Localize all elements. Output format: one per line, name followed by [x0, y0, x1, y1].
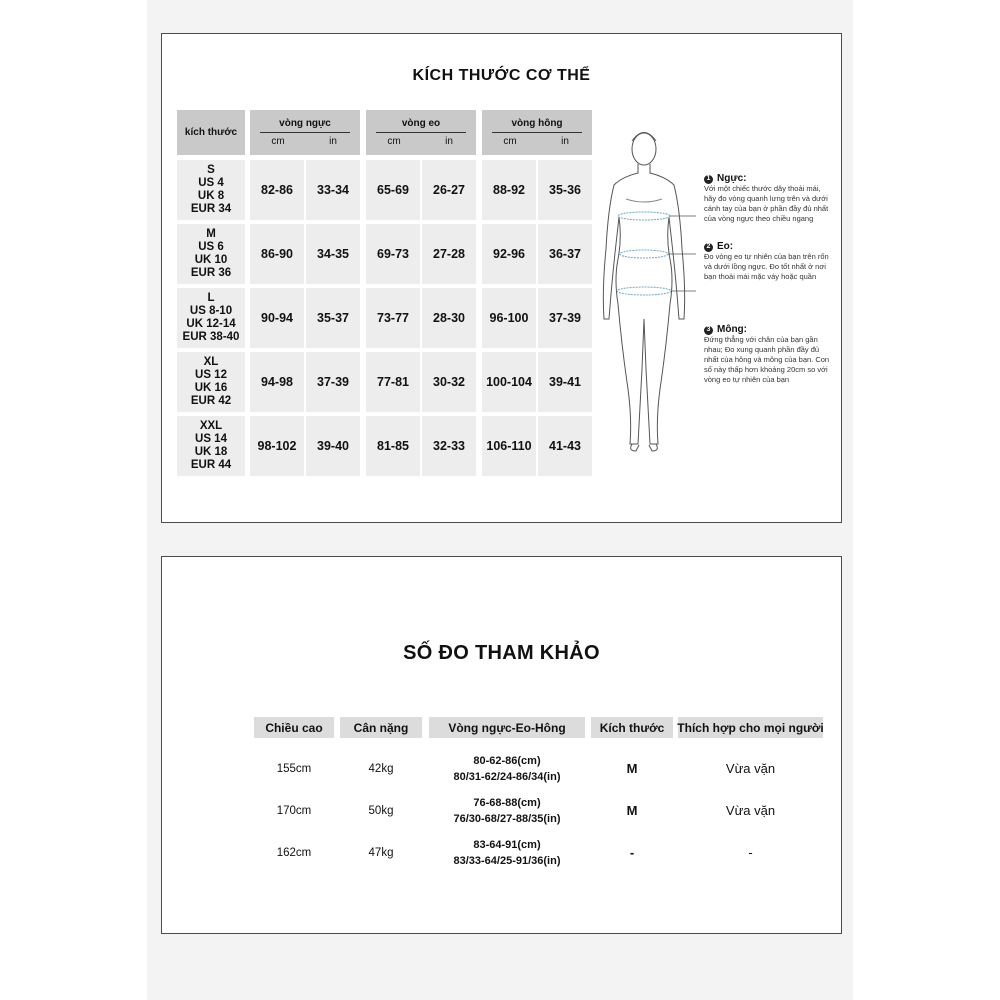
value-cell: 35-37	[306, 288, 360, 348]
size-label: EUR 44	[190, 459, 232, 471]
value-cell: 106-110	[482, 416, 536, 476]
value-cell: 82-86	[250, 160, 304, 220]
ref-weight: 47kg	[368, 847, 394, 859]
size-label: UK 8	[197, 190, 225, 202]
ref-fit: Vừa vặn	[725, 803, 776, 818]
header-height: Chiều cao	[254, 717, 334, 738]
size-cell	[177, 224, 245, 284]
value-cell: 69-73	[366, 224, 420, 284]
size-label: XL	[203, 356, 219, 368]
value-cell: 35-36	[538, 160, 592, 220]
value-cell: 98-102	[250, 416, 304, 476]
value-cell: 34-35	[306, 224, 360, 284]
ref-measure-in: 76/30-68/27-88/35(in)	[453, 813, 561, 825]
header-size: Kích thước	[591, 717, 673, 738]
note-title: Mông:	[717, 324, 747, 335]
ref-measure-in: 83/33-64/25-91/36(in)	[453, 855, 561, 867]
size-label: UK 10	[194, 254, 228, 266]
size-label: EUR 36	[190, 267, 232, 279]
unit-label: cm	[387, 136, 401, 147]
value-cell: 96-100	[482, 288, 536, 348]
value-cell: 81-85	[366, 416, 420, 476]
value-cell: 77-81	[366, 352, 420, 412]
size-cell	[177, 352, 245, 412]
ref-size: -	[629, 845, 635, 860]
note-number-1: 1	[704, 175, 713, 184]
size-cell	[177, 288, 245, 348]
reference-card	[161, 556, 842, 934]
body-size-card	[161, 33, 842, 523]
value-cell: 94-98	[250, 352, 304, 412]
value-cell: 92-96	[482, 224, 536, 284]
value-cell: 36-37	[538, 224, 592, 284]
size-label: UK 12-14	[186, 318, 236, 330]
size-label: EUR 38-40	[182, 331, 240, 343]
unit-label: in	[561, 136, 569, 147]
size-cell	[177, 416, 245, 476]
note-waist	[704, 242, 834, 282]
value-cell: 27-28	[422, 224, 476, 284]
header-measurements: Vòng ngực-Eo-Hông	[429, 717, 585, 738]
size-label: EUR 34	[190, 203, 232, 215]
unit-label: in	[329, 136, 337, 147]
ref-measure-cm: 76-68-88(cm)	[473, 797, 541, 809]
size-label: US 12	[195, 369, 227, 381]
size-header: kích thước	[177, 110, 245, 155]
group-label: vòng eo	[401, 118, 441, 129]
size-label: US 14	[195, 433, 227, 445]
header-weight: Cân nặng	[340, 717, 422, 738]
unit-label: cm	[271, 136, 285, 147]
size-label: M	[206, 228, 216, 240]
note-text: Đo vòng eo tự nhiên của bạn trên rốn và dưới lồng ngực. Đo tốt nhất ở nơi bạn thoải mái mặc váy hoặc quần	[704, 252, 829, 281]
note-chest	[704, 174, 834, 224]
note-number-2: 2	[704, 243, 713, 252]
ref-size: M	[626, 761, 638, 776]
group-underline	[492, 132, 582, 133]
note-number-3: 3	[704, 326, 713, 335]
ref-weight: 50kg	[368, 805, 394, 817]
size-label: US 8-10	[189, 305, 233, 317]
value-cell: 32-33	[422, 416, 476, 476]
value-cell: 90-94	[250, 288, 304, 348]
size-label: UK 16	[194, 382, 228, 394]
ref-fit: Vừa vặn	[725, 761, 776, 776]
value-cell: 39-40	[306, 416, 360, 476]
ref-fit: -	[748, 845, 753, 860]
size-label: XXL	[199, 420, 223, 432]
header-fit: Thích hợp cho mọi người	[678, 717, 823, 738]
ref-height: 155cm	[276, 763, 312, 775]
body-figure-illustration	[592, 119, 697, 469]
ref-size: M	[626, 803, 638, 818]
value-cell: 88-92	[482, 160, 536, 220]
group-label: vòng hông	[511, 118, 563, 129]
note-title: Ngực:	[717, 173, 747, 184]
ref-height: 162cm	[276, 847, 312, 859]
ref-measure-in: 80/31-62/24-86/34(in)	[453, 771, 561, 783]
size-label: S	[207, 164, 215, 176]
note-text: Với một chiếc thước dây thoải mái, hãy đo vòng quanh lưng trên và dưới cánh tay của bạn ở phần đầy đủ nhất của vòng ngực theo chiều ngang	[704, 184, 829, 223]
value-cell: 26-27	[422, 160, 476, 220]
ref-measure-cm: 83-64-91(cm)	[473, 839, 541, 851]
value-cell: 73-77	[366, 288, 420, 348]
size-label: US 6	[198, 241, 224, 253]
note-text: Đứng thẳng với chân của bạn gần nhau; Đo xung quanh phần đầy đủ nhất của hông và mông của bạn. Con số này thấp hơn khoảng 20cm so với vòng eo tự nhiên của bạn	[704, 335, 830, 384]
note-title: Eo:	[717, 241, 734, 252]
note-hip	[704, 325, 834, 385]
ref-height: 170cm	[276, 805, 312, 817]
value-cell: 37-39	[306, 352, 360, 412]
unit-label: in	[445, 136, 453, 147]
group-label: vòng ngực	[279, 118, 331, 129]
value-cell: 39-41	[538, 352, 592, 412]
value-cell: 28-30	[422, 288, 476, 348]
group-underline	[376, 132, 466, 133]
group-underline	[260, 132, 350, 133]
size-label: US 4	[198, 177, 224, 189]
ref-measure-cm: 80-62-86(cm)	[473, 755, 541, 767]
unit-label: cm	[503, 136, 517, 147]
value-cell: 41-43	[538, 416, 592, 476]
reference-title: SỐ ĐO THAM KHẢO	[403, 642, 600, 664]
size-label: L	[207, 292, 215, 304]
size-cell	[177, 160, 245, 220]
value-cell: 86-90	[250, 224, 304, 284]
ref-weight: 42kg	[368, 763, 394, 775]
value-cell: 37-39	[538, 288, 592, 348]
value-cell: 100-104	[482, 352, 536, 412]
value-cell: 30-32	[422, 352, 476, 412]
size-label: UK 18	[194, 446, 228, 458]
body-size-title: KÍCH THƯỚC CƠ THỂ	[412, 67, 591, 84]
value-cell: 33-34	[306, 160, 360, 220]
value-cell: 65-69	[366, 160, 420, 220]
size-label: EUR 42	[190, 395, 232, 407]
